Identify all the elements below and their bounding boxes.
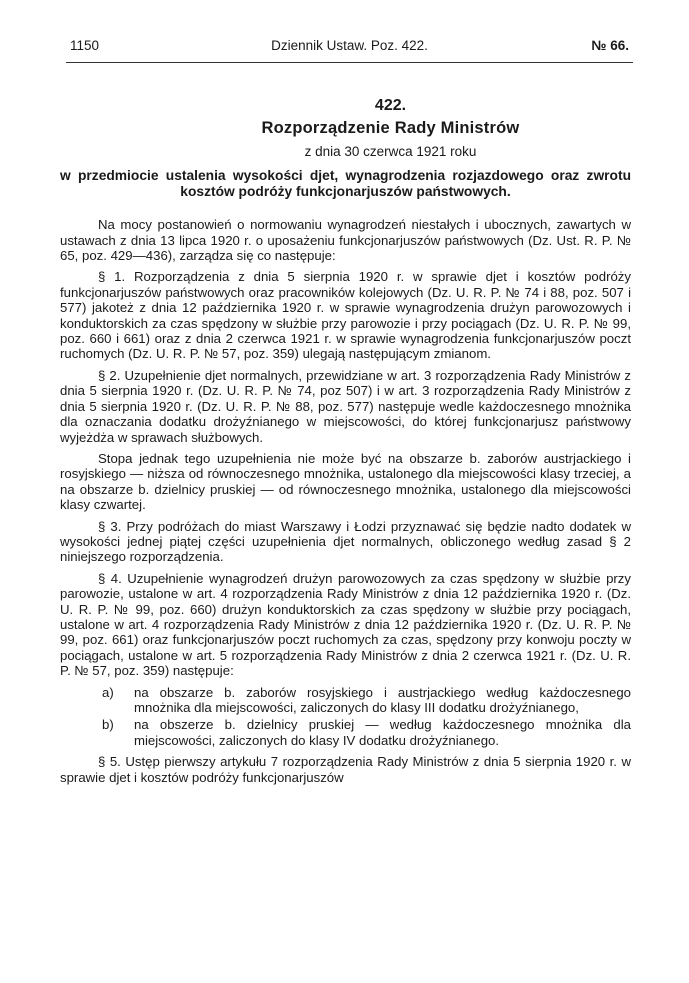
paragraph-2-continuation: Stopa jednak tego uzupełnienia nie może być na obszarze b. zaborów austrjackiego i rosyjskiego — niższa od równoczesnego mnożnika, ustalonego dla miejscowości klasy trzeciej, a na obszarze b. dzielnicy pruskiej — od równoczesnego mnożnika, ustalonego dla miejscowości klasy czwartej. xyxy=(60,450,631,513)
document-date: z dnia 30 czerwca 1921 roku xyxy=(304,143,477,159)
journal-title: Dziennik Ustaw. Poz. 422. xyxy=(271,38,428,53)
issue-number: № 66. xyxy=(591,38,629,53)
header-rule xyxy=(66,62,633,63)
page-number: 1150 xyxy=(70,38,100,53)
list-item xyxy=(60,717,631,748)
paragraph-4-list xyxy=(60,685,631,749)
paragraph-3: § 3. Przy podróżach do miast Warszawy i Łodzi przyznawać się będzie nadto dodatek w wysokości jednej piątej części uzupełnienia djet normalnych, obliczonego według zasad § 2 niniejszego rozporządzenia. xyxy=(60,518,631,565)
preamble: Na mocy postanowień o normowaniu wynagrodzeń niestałych i ubocznych, zawartych w ustawach z dnia 13 lipca 1920 r. o uposażeniu funkcjonarjuszów państwowych (Dz. Ust. R. P. № 65, poz. 429—436), zarządza się co następuje: xyxy=(60,217,631,264)
paragraph-1: § 1. Rozporządzenia z dnia 5 sierpnia 1920 r. w sprawie djet i kosztów podróży funkcjonarjuszów państwowych oraz pracowników kolejowych (Dz. U. R. P. № 74 i 88, poz. 507 i 577) jakoteż z dnia 12 października 1920 r. w sprawie wynagrodzenia drużyn parowozowych i konduktorskich za czas spędzony w służbie przy parowozie i przy pociągach (Dz. U. R. P. № 99, poz. 660 i 661) oraz z dnia 2 czerwca 1921 r. w sprawie wynagrodzenia funkcjonarjuszów poczt ruchomych (Dz. U. R. P. № 57, poz. 359) ulegają następującym zmianom. xyxy=(60,269,631,362)
paragraph-5: § 5. Ustęp pierwszy artykułu 7 rozporządzenia Rady Ministrów z dnia 5 sierpnia 1920 r. w sprawie djet i kosztów podróży funkcjonarjuszów xyxy=(60,754,631,785)
list-item-text: na obszerze b. dzielnicy pruskiej — według każdoczesnego mnożnika dla miejscowości, zaliczonych do klasy IV dodatku drożyźnianego. xyxy=(134,717,631,748)
document-body xyxy=(60,98,631,791)
list-item-text: na obszarze b. zaborów rosyjskiego i austrjackiego według każdoczesnego mnożnika dla miejscowości, zaliczonych do klasy III dodatku drożyźnianego, xyxy=(134,684,631,715)
document-title: Rozporządzenie Rady Ministrów xyxy=(261,119,520,138)
list-item xyxy=(60,685,631,716)
document-subject: w przedmiocie ustalenia wysokości djet, wynagrodzenia rozjazdowego oraz zwrotu kosztów podróży funkcjonarjuszów państwowych. xyxy=(60,168,631,199)
list-item-mark: b) xyxy=(102,717,114,733)
page-header xyxy=(70,38,629,58)
list-item-mark: a) xyxy=(102,684,114,700)
position-number: 422. xyxy=(374,97,407,114)
paragraph-2: § 2. Uzupełnienie djet normalnych, przewidziane w art. 3 rozporządzenia Rady Ministrów z dnia 5 sierpnia 1920 r. (Dz. U. R. P. № 74, poz 507) i w art. 3 rozporządzenia Rady Ministrów z dnia 5 sierpnia 1920 r. (Dz. U. R. P. № 88, poz. 577) następuje wedle każdoczesnego mnożnika dla oznaczania dodatku drożyźnianego w miejscowości, do której funkcjonarjusz państwowy wyjeżdża w sprawach służbowych. xyxy=(60,367,631,445)
paragraph-4: § 4. Uzupełnienie wynagrodzeń drużyn parowozowych za czas spędzony w służbie przy parowozie, ustalone w art. 4 rozporządzenia Rady Ministrów z dnia 12 października 1920 r. (Dz. U. R. P. № 99, poz. 660) drużyn konduktorskich za czas spędzony w służbie przy pociągach, ustalone w art. 4 rozporządzenia Rady Ministrów z dnia 12 października 1920 r. (Dz. U. R. P. № 99, poz. 661) oraz funkcjonarjuszów poczt ruchomych za czas, spędzony przy konwoju poczty w pociągach, ustalone w art. 5 rozporządzenia Rady Ministrów z dnia 2 czerwca 1921 r. (Dz. U. R. P. № 57, poz. 359) następuje: xyxy=(60,570,631,679)
